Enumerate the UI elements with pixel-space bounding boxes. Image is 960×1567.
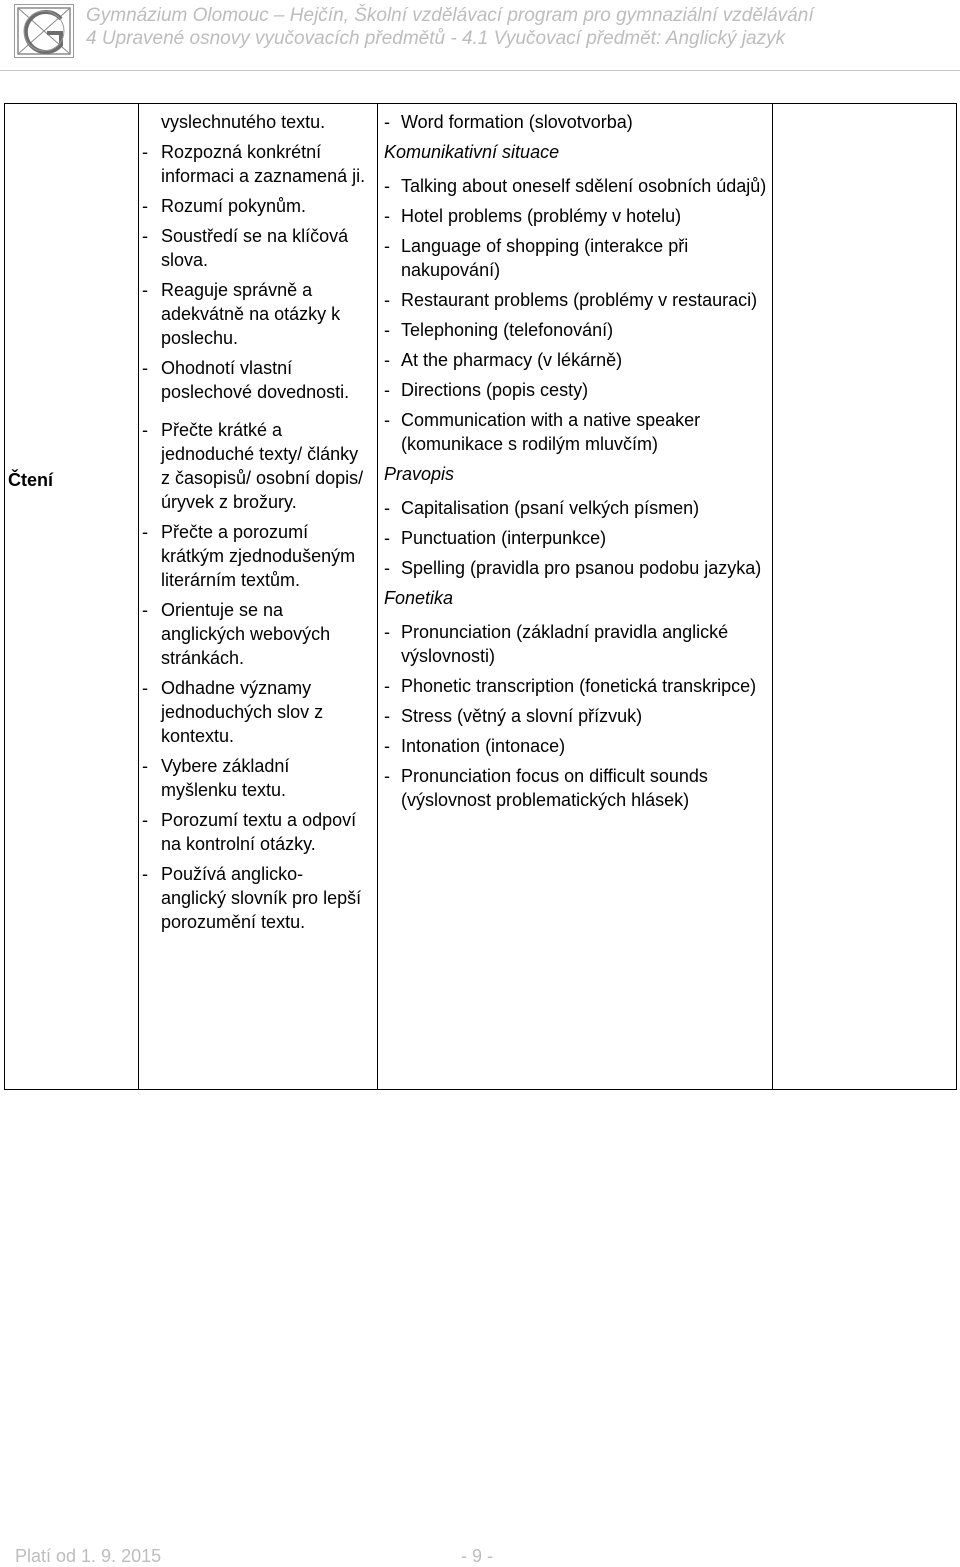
list-item: - Talking about oneself sdělení osobních údajů): [384, 174, 772, 198]
list-item: - Restaurant problems (problémy v restauraci): [384, 288, 772, 312]
list-item: - Orientuje se na anglických webových stránkách.: [142, 598, 367, 670]
column-divider: [772, 104, 773, 1089]
header-title: Gymnázium Olomouc – Hejčín, Školní vzdělávací program pro gymnaziální vzdělávání: [86, 5, 814, 26]
header-subtitle: 4 Upravené osnovy vyučovacích předmětů - 4.1 Vyučovací předmět: Anglický jazyk: [86, 28, 786, 49]
column-divider: [377, 104, 378, 1089]
section-heading-fonetika: Fonetika: [384, 588, 454, 608]
row-label-reading: Čtení: [8, 470, 53, 490]
section-heading-komunikativni: Komunikativní situace: [384, 142, 560, 162]
list-item: - Intonation (intonace): [384, 734, 772, 758]
list-item: - Directions (popis cesty): [384, 378, 772, 402]
footer-page-number: - 9 -: [461, 1546, 494, 1566]
list-item: - Používá anglicko-anglický slovník pro lepší porozumění textu.: [142, 862, 367, 934]
list-item: - Pronunciation focus on difficult sounds (výslovnost problematických hlásek): [384, 764, 772, 812]
listening-outcomes-list: [142, 140, 367, 404]
content-column: [384, 110, 772, 818]
list-item: - Soustředí se na klíčová slova.: [142, 224, 367, 272]
list-item: - Word formation (slovotvorba): [384, 110, 772, 134]
list-item: - Stress (větný a slovní přízvuk): [384, 704, 772, 728]
list-item: - Punctuation (interpunkce): [384, 526, 772, 550]
list-item: - Rozpozná konkrétní informaci a zaznamená ji.: [142, 140, 367, 188]
outcome-continuation: vyslechnutého textu.: [161, 112, 326, 132]
list-item: - Porozumí textu a odpoví na kontrolní otázky.: [142, 808, 367, 856]
footer-validity-date: Platí od 1. 9. 2015: [15, 1546, 162, 1566]
outcomes-column: [142, 110, 367, 940]
komunikativni-list: [384, 174, 772, 456]
word-formation-list: [384, 110, 772, 134]
list-item: - Telephoning (telefonování): [384, 318, 772, 342]
list-item: - At the pharmacy (v lékárně): [384, 348, 772, 372]
list-item: - Pronunciation (základní pravidla anglické výslovnosti): [384, 620, 772, 668]
column-divider: [138, 104, 139, 1089]
list-item: - Přečte a porozumí krátkým zjednodušeným literárním textům.: [142, 520, 367, 592]
list-item: - Language of shopping (interakce při nakupování): [384, 234, 772, 282]
reading-outcomes-list: [142, 418, 367, 934]
header-divider: [0, 70, 960, 71]
list-item: - Reaguje správně a adekvátně na otázky k poslechu.: [142, 278, 367, 350]
pravopis-list: [384, 496, 772, 580]
list-item: - Vybere základní myšlenku textu.: [142, 754, 367, 802]
list-item: - Rozumí pokynům.: [142, 194, 367, 218]
list-item: - Přečte krátké a jednoduché texty/ články z časopisů/ osobní dopis/ úryvek z brožury.: [142, 418, 367, 514]
list-item: - Odhadne významy jednoduchých slov z kontextu.: [142, 676, 367, 748]
list-item: - Hotel problems (problémy v hotelu): [384, 204, 772, 228]
section-heading-pravopis: Pravopis: [384, 464, 455, 484]
list-item: - Phonetic transcription (fonetická transkripce): [384, 674, 772, 698]
list-item: - Ohodnotí vlastní poslechové dovednosti.: [142, 356, 367, 404]
list-item: - Spelling (pravidla pro psanou podobu jazyka): [384, 556, 772, 580]
page-header: [0, 0, 960, 70]
list-item: - Capitalisation (psaní velkých písmen): [384, 496, 772, 520]
school-logo-icon: [14, 4, 74, 58]
list-item: - Communication with a native speaker (komunikace s rodilým mluvčím): [384, 408, 772, 456]
fonetika-list: [384, 620, 772, 812]
